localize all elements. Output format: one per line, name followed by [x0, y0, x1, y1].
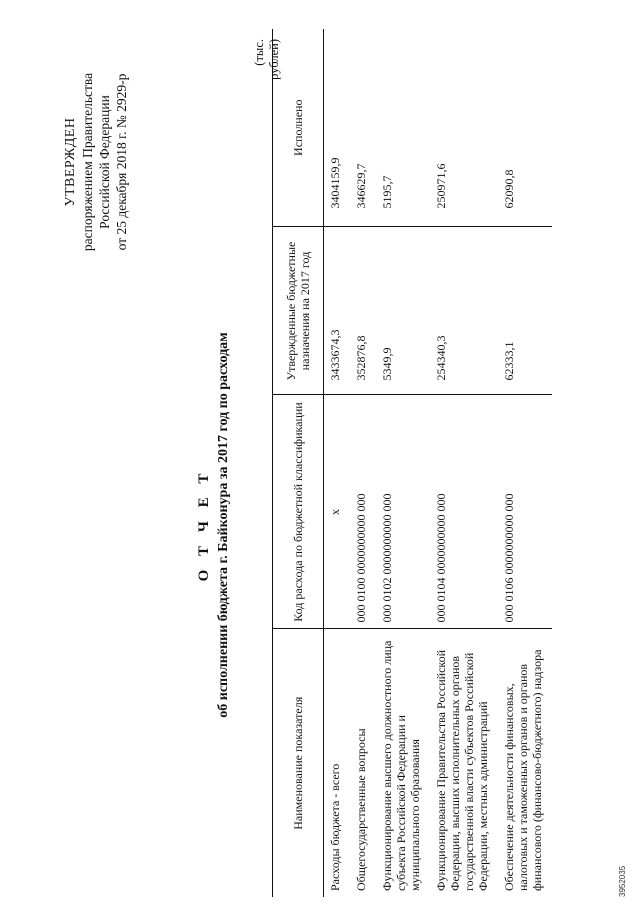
approval-heading: УТВЕРЖДЕН [63, 117, 78, 207]
report-title-subheading: об исполнении бюджета г. Байконура за 2017 год по расходам [216, 332, 231, 718]
row-executed: 62090,8 [498, 29, 552, 227]
row-code: х [324, 395, 351, 629]
table-row [324, 29, 351, 897]
approval-line-date: от 25 декабря 2018 г. № 2929-р [114, 73, 129, 251]
column-header-code: Код расхода по бюджетной классификации [273, 395, 324, 629]
table-row [350, 29, 376, 897]
row-approved: 352876,8 [350, 227, 376, 395]
report-title [194, 295, 234, 755]
row-name: Функционирование высшего должностного лица субъекта Российской Федерации и муниципального образования [380, 640, 422, 891]
units-note: (тыс. рублей) [252, 39, 281, 80]
row-executed: 5195,7 [376, 29, 430, 227]
column-header-name: Наименование показателя [273, 629, 324, 897]
row-code: 000 0100 0000000000 000 [350, 395, 376, 629]
row-approved: 3433674,3 [324, 227, 351, 395]
row-code: 000 0102 0000000000 000 [376, 395, 430, 629]
row-name: Общегосударственные вопросы [354, 728, 368, 891]
approval-line-decree: распоряжением Правительства [80, 72, 95, 252]
table-row [376, 29, 430, 897]
row-name: Расходы бюджета - всего [328, 763, 342, 891]
column-header-executed: Исполнено [273, 29, 324, 227]
row-approved: 62333,1 [498, 227, 552, 395]
column-header-approved: Утвержденные бюджетные назначения на 2017 год [273, 227, 324, 395]
row-code: 000 0104 0000000000 000 [430, 395, 498, 629]
approval-line-government: Российской Федерации [97, 95, 112, 229]
report-table [272, 29, 552, 897]
approval-stamp [62, 31, 130, 293]
table-row [498, 29, 552, 897]
row-executed: 3404159,9 [324, 29, 351, 227]
row-code: 000 0106 0000000000 000 [498, 395, 552, 629]
table-header-row [273, 29, 324, 897]
row-executed: 346629,7 [350, 29, 376, 227]
document-number: 3952035 [618, 865, 627, 897]
row-approved: 254340,3 [430, 227, 498, 395]
report-title-heading: О Т Ч Е Т [196, 468, 212, 582]
row-approved: 5349,9 [376, 227, 430, 395]
row-name: Обеспечение деятельности финансовых, налоговых и таможенных органов и органов финансового (финансово-бюджетного) надзора [502, 649, 544, 891]
table-row [430, 29, 498, 897]
row-name: Функционирование Правительства Российской Федерации, высших исполнительных органов государственной власти субъектов Российской Федерации, местных администраций [434, 649, 490, 891]
row-executed: 250971,6 [430, 29, 498, 227]
